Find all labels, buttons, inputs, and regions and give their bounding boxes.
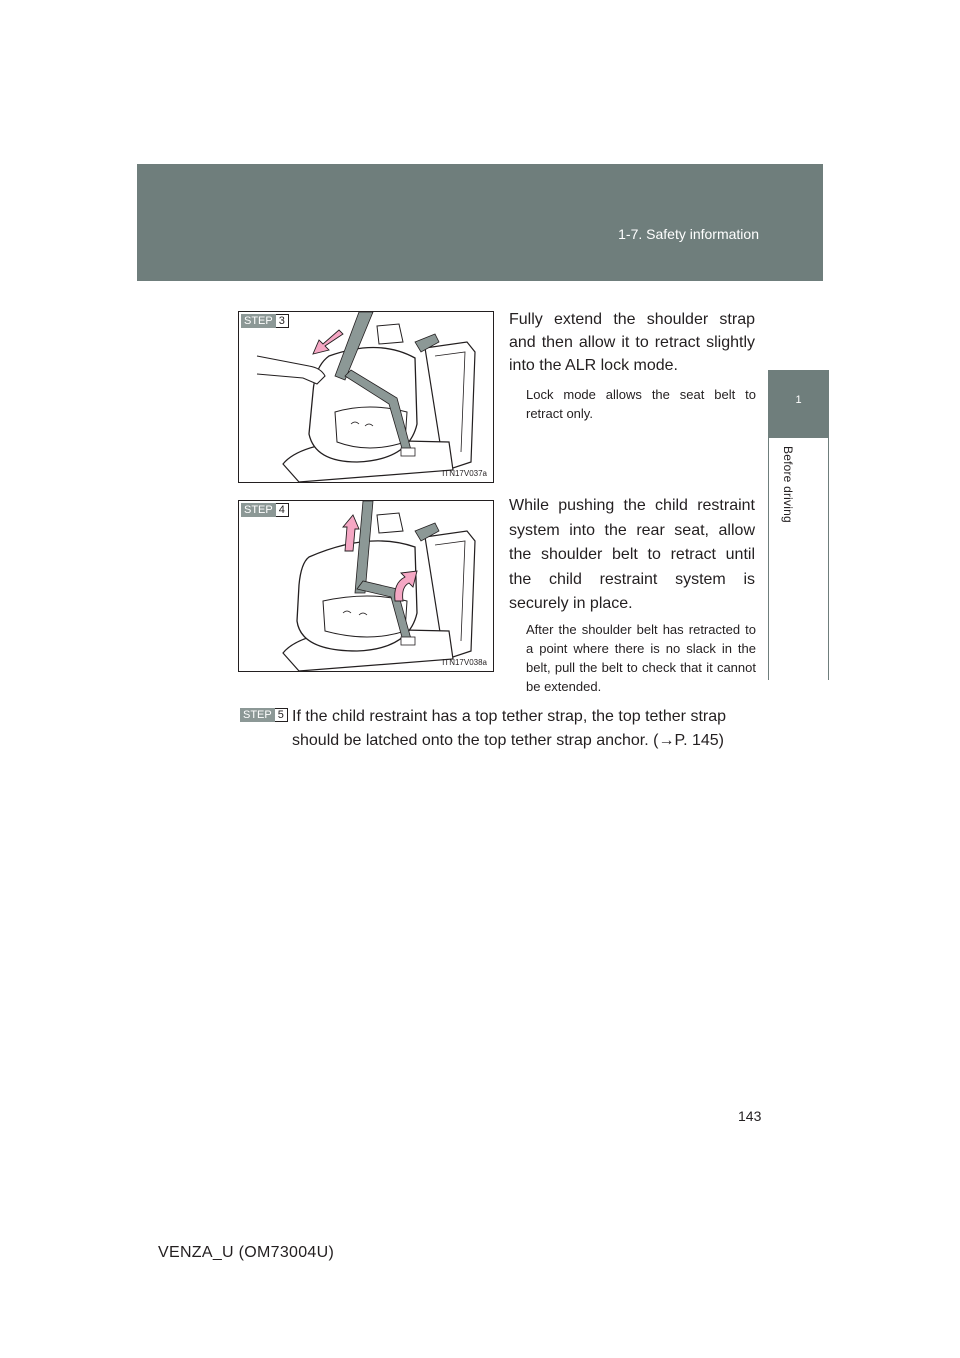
step-badge-number: 5 — [275, 708, 288, 722]
figure-step-4 — [238, 500, 494, 672]
figure-code: ITN17V038a — [442, 658, 487, 667]
step-badge — [241, 314, 289, 328]
chapter-tab-number: 1 — [768, 370, 829, 438]
child-seat-illustration — [239, 312, 494, 483]
step-3-note: Lock mode allows the seat belt to retract only. — [526, 387, 756, 421]
step-badge — [241, 503, 289, 517]
child-seat-illustration — [239, 501, 494, 672]
step-badge-number: 3 — [276, 314, 289, 328]
section-title: 1-7. Safety information — [618, 226, 759, 242]
step-badge-word: STEP — [241, 314, 276, 328]
step-badge-number: 4 — [276, 503, 289, 517]
section-header — [137, 164, 823, 281]
step-badge-word: STEP — [240, 708, 275, 722]
step-4-note: After the shoulder belt has retracted to a point where there is no slack in the belt, pull the belt to check that it cannot be extended. — [526, 622, 756, 694]
step-5-badge — [240, 708, 288, 722]
manual-code: VENZA_U (OM73004U) — [158, 1244, 335, 1261]
step-badge-word: STEP — [241, 503, 276, 517]
step-5-instruction: If the child restraint has a top tether strap, the top tether strap should be latched onto the top tether strap anchor. (→P. 145) — [292, 708, 727, 749]
page-number: 143 — [738, 1108, 762, 1124]
figure-code: ITN17V037a — [442, 469, 487, 478]
step-3-instruction: Fully extend the shoulder strap and then allow it to retract slightly into the ALR lock mode. — [509, 311, 755, 374]
chapter-tab-label: Before driving — [781, 446, 795, 523]
chapter-tab — [768, 438, 829, 680]
step-4-instruction: While pushing the child restraint system into the rear seat, allow the shoulder belt to retract until the child restraint system is securely in place. — [509, 497, 755, 612]
figure-step-3 — [238, 311, 494, 483]
